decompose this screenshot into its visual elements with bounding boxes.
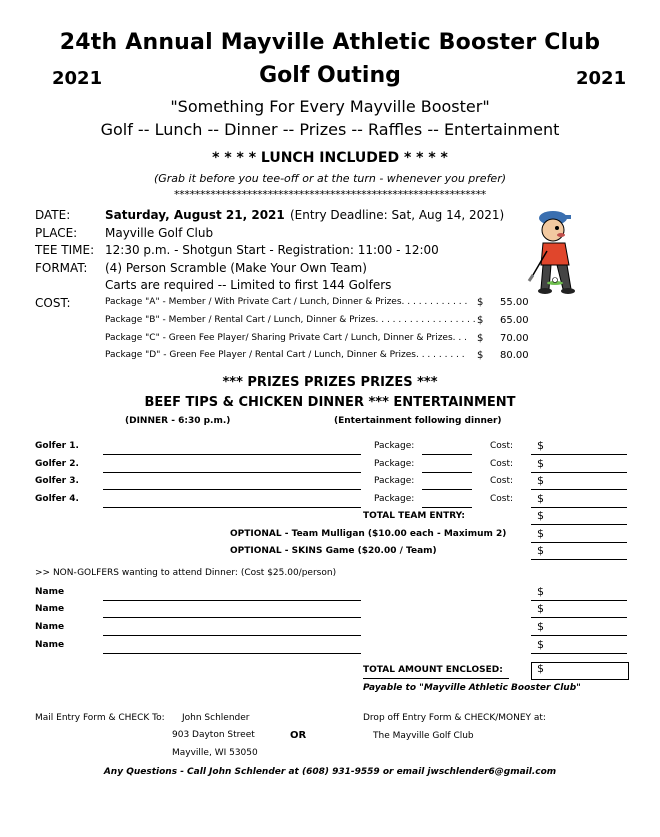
package-a-price: 55.00 (500, 297, 529, 308)
entertainment-note: (Entertainment following dinner) (334, 416, 502, 426)
golfer-clipart-icon (525, 203, 595, 298)
golfer-2-package-line[interactable] (422, 472, 472, 473)
golfer-1-name-line[interactable] (103, 454, 361, 455)
mulligan-line[interactable] (531, 542, 627, 543)
tee-time-value: 12:30 p.m. - Shotgun Start - Registration: 11:00 - 12:00 (105, 243, 439, 257)
star-divider: ************************************************************ (173, 188, 486, 201)
format-label: FORMAT: (35, 261, 88, 275)
dinner-banner: BEEF TIPS & CHICKEN DINNER *** ENTERTAINMENT (144, 395, 516, 410)
golfer-4-dollar: $ (537, 492, 544, 505)
total-enclosed-dollar: $ (537, 662, 544, 675)
name-3-dollar: $ (537, 620, 544, 633)
golfer-3-name-line[interactable] (103, 489, 361, 490)
mail-entry-label: Mail Entry Form & CHECK To: (35, 713, 165, 723)
golfer-2-dollar: $ (537, 457, 544, 470)
golfer-2-label: Golfer 2. (35, 459, 79, 469)
name-2-dollar: $ (537, 602, 544, 615)
entry-deadline: (Entry Deadline: Sat, Aug 14, 2021) (290, 208, 505, 222)
package-b-dollar: $ (477, 315, 484, 326)
package-b-price: 65.00 (500, 315, 529, 326)
golfer-3-package-line[interactable] (422, 489, 472, 490)
questions-contact: Any Questions - Call John Schlender at (608) 931-9559 or email jwschlender6@gmail.com (103, 767, 557, 777)
name-2-label: Name (35, 604, 65, 614)
golfer-4-package-label: Package: (374, 494, 415, 504)
package-a-text: Package "A" - Member / With Private Cart / Lunch, Dinner & Prizes. . . . . . . . . . . . (105, 297, 468, 307)
golfer-3-dollar: $ (537, 474, 544, 487)
golfer-1-cost-label: Cost: (490, 441, 514, 451)
place-value: Mayville Golf Club (105, 226, 214, 240)
carts-note: Carts are required -- Limited to first 144 Golfers (105, 278, 392, 292)
events-line: Golf -- Lunch -- Dinner -- Prizes -- Raffles -- Entertainment (100, 120, 560, 139)
or-separator: OR (290, 730, 307, 741)
date-value: Saturday, August 21, 2021 (105, 208, 285, 222)
package-b-text: Package "B" - Member / Rental Cart / Lunch, Dinner & Prizes. . . . . . . . . . . . . . . . . . (105, 315, 476, 325)
name-4-line[interactable] (103, 653, 361, 654)
year-right: 2021 (576, 68, 627, 89)
golfer-4-cost-line[interactable] (531, 507, 627, 508)
year-left: 2021 (52, 68, 103, 89)
golfer-3-cost-label: Cost: (490, 476, 514, 486)
golfer-3-package-label: Package: (374, 476, 415, 486)
optional-mulligan: OPTIONAL - Team Mulligan ($10.00 each - Maximum 2) (230, 529, 507, 539)
lunch-included: * * * * LUNCH INCLUDED * * * * (212, 150, 448, 166)
golfer-1-package-label: Package: (374, 441, 415, 451)
skins-dollar: $ (537, 544, 544, 557)
format-value: (4) Person Scramble (Make Your Own Team) (105, 261, 367, 275)
golfer-2-cost-line[interactable] (531, 472, 627, 473)
cost-label: COST: (35, 296, 71, 310)
package-d-price: 80.00 (500, 350, 529, 361)
drop-off-label: Drop off Entry Form & CHECK/MONEY at: (363, 713, 546, 723)
total-enclosed-label: TOTAL AMOUNT ENCLOSED: (363, 665, 503, 675)
name-2-line[interactable] (103, 617, 361, 618)
package-a-dollar: $ (477, 297, 484, 308)
package-c-price: 70.00 (500, 333, 529, 344)
package-c-text: Package "C" - Green Fee Player/ Sharing Private Cart / Lunch, Dinner & Prizes. . . (105, 333, 467, 343)
mulligan-dollar: $ (537, 527, 544, 540)
mail-city: Mayville, WI 53050 (172, 748, 258, 758)
name-4-cost-line[interactable] (531, 653, 627, 654)
name-1-line[interactable] (103, 600, 361, 601)
total-enclosed-box[interactable] (531, 662, 629, 680)
name-2-cost-line[interactable] (531, 617, 627, 618)
name-3-label: Name (35, 622, 65, 632)
mail-street: 903 Dayton Street (172, 730, 255, 740)
golfer-4-label: Golfer 4. (35, 494, 79, 504)
golfer-3-label: Golfer 3. (35, 476, 79, 486)
golfer-1-label: Golfer 1. (35, 441, 79, 451)
non-golfers-note: >> NON-GOLFERS wanting to attend Dinner: (Cost $25.00/person) (35, 568, 337, 578)
package-d-text: Package "D" - Green Fee Player / Rental Cart / Lunch, Dinner & Prizes. . . . . . . . . (105, 350, 465, 360)
payable-to: Payable to "Mayville Athletic Booster Club" (363, 683, 581, 693)
golfer-1-dollar: $ (537, 439, 544, 452)
optional-skins: OPTIONAL - SKINS Game ($20.00 / Team) (230, 546, 437, 556)
total-enclosed-underline (363, 678, 509, 679)
golfer-1-cost-line[interactable] (531, 454, 627, 455)
name-1-label: Name (35, 587, 65, 597)
golfer-4-package-line[interactable] (422, 507, 472, 508)
name-3-cost-line[interactable] (531, 635, 627, 636)
name-3-line[interactable] (103, 635, 361, 636)
slogan: "Something For Every Mayville Booster" (170, 97, 490, 116)
package-c-dollar: $ (477, 333, 484, 344)
name-4-label: Name (35, 640, 65, 650)
tee-time-label: TEE TIME: (35, 243, 95, 257)
place-label: PLACE: (35, 226, 78, 240)
dinner-time: (DINNER - 6:30 p.m.) (125, 416, 231, 426)
date-label: DATE: (35, 208, 71, 222)
name-4-dollar: $ (537, 638, 544, 651)
event-name: Golf Outing (259, 63, 401, 88)
prizes-banner: *** PRIZES PRIZES PRIZES *** (222, 375, 438, 390)
total-team-dollar: $ (537, 509, 544, 522)
package-d-dollar: $ (477, 350, 484, 361)
golfer-2-name-line[interactable] (103, 472, 361, 473)
lunch-note: (Grab it before you tee-off or at the turn - whenever you prefer) (153, 172, 507, 185)
total-team-line[interactable] (531, 524, 627, 525)
drop-off-place: The Mayville Golf Club (373, 731, 474, 741)
golfer-4-cost-label: Cost: (490, 494, 514, 504)
name-1-cost-line[interactable] (531, 600, 627, 601)
total-team-entry-label: TOTAL TEAM ENTRY: (363, 511, 465, 521)
golfer-2-cost-label: Cost: (490, 459, 514, 469)
golfer-2-package-label: Package: (374, 459, 415, 469)
golfer-3-cost-line[interactable] (531, 489, 627, 490)
mail-name: John Schlender (182, 713, 250, 723)
name-1-dollar: $ (537, 585, 544, 598)
golfer-4-name-line[interactable] (103, 507, 361, 508)
skins-line[interactable] (531, 559, 627, 560)
flyer-title: 24th Annual Mayville Athletic Booster Club (59, 30, 601, 55)
golfer-1-package-line[interactable] (422, 454, 472, 455)
